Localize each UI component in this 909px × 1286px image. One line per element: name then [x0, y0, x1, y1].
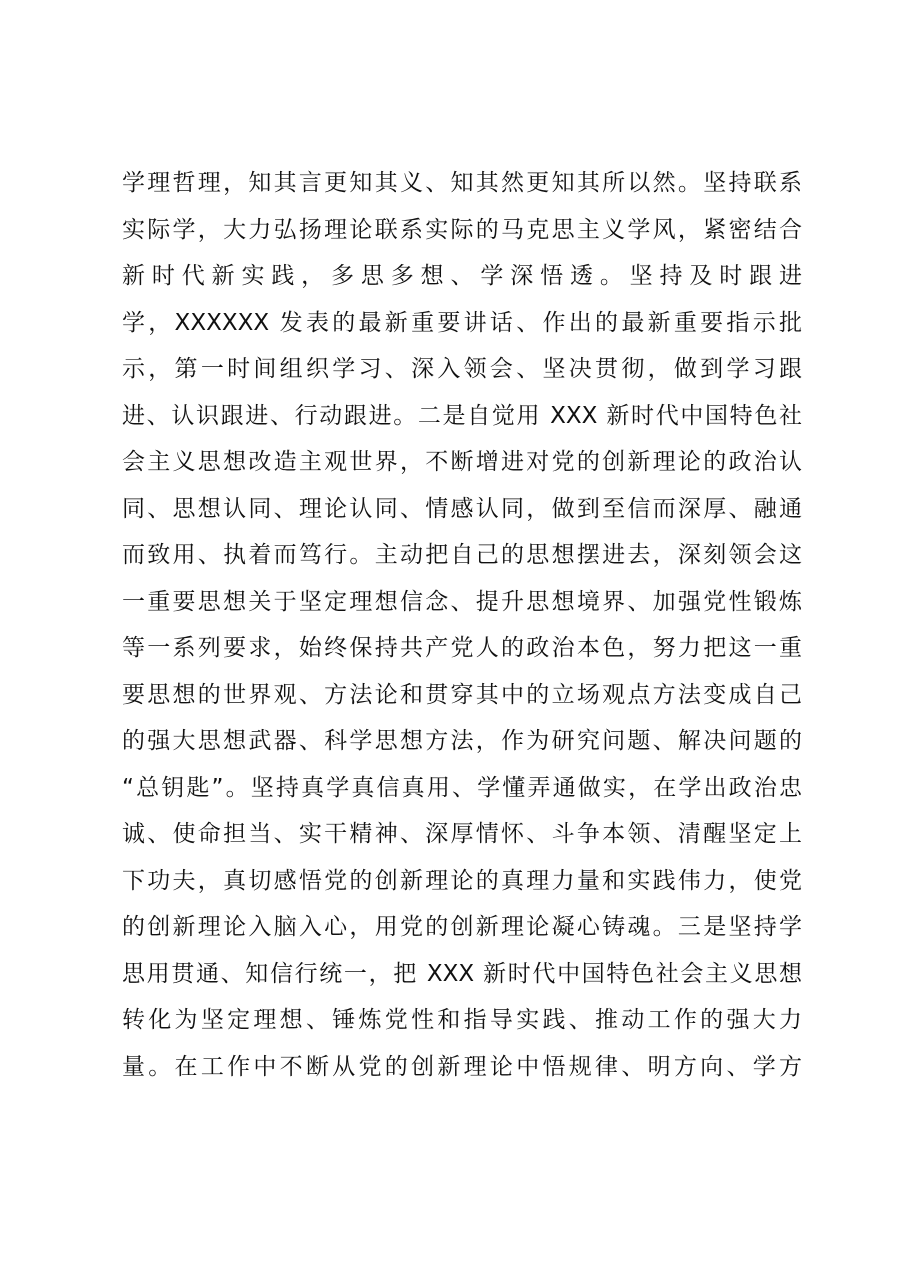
- text-line-4: 学，XXXXXX 发表的最新重要讲话、作出的最新重要指示批: [122, 309, 802, 336]
- text-line-18: 思用贯通、知信行统一，把 XXX 新时代中国特色社会主义思想: [122, 960, 802, 987]
- text-line-10: 一重要思想关于坚定理想信念、提升思想境界、加强党性锻炼: [122, 588, 802, 615]
- text-line-16: 下功夫，真切感悟党的创新理论的真理力量和实践伟力，使党: [122, 867, 802, 894]
- text-line-13: 的强大思想武器、科学思想方法，作为研究问题、解决问题的: [122, 728, 802, 754]
- text-line-12: 要思想的世界观、方法论和贯穿其中的立场观点方法变成自己: [122, 681, 802, 708]
- text-line-3: 新时代新实践，多思多想、学深悟透。坚持及时跟进: [122, 263, 802, 289]
- text-line-1: 学理哲理，知其言更知其义、知其然更知其所以然。坚持联系: [122, 170, 802, 196]
- text-line-2: 实际学，大力弘扬理论联系实际的马克思主义学风，紧密结合: [122, 216, 802, 243]
- text-line-9: 而致用、执着而笃行。主动把自己的思想摆进去，深刻领会这: [122, 542, 802, 568]
- text-line-8: 同、思想认同、理论认同、情感认同，做到至信而深厚、融通: [122, 495, 802, 522]
- text-line-19: 转化为坚定理想、锤炼党性和指导实践、推动工作的强大力: [122, 1007, 802, 1033]
- text-line-6: 进、认识跟进、行动跟进。二是自觉用 XXX 新时代中国特色社: [122, 402, 802, 429]
- text-line-7: 会主义思想改造主观世界，不断增进对党的创新理论的政治认: [122, 449, 802, 475]
- text-line-15: 诚、使命担当、实干精神、深厚情怀、斗争本领、清醒坚定上: [122, 821, 802, 847]
- text-line-14: “总钥匙”。坚持真学真信真用、学懂弄通做实，在学出政治忠: [122, 774, 802, 801]
- text-line-11: 等一系列要求，始终保持共产党人的政治本色，努力把这一重: [122, 635, 802, 661]
- text-line-5: 示，第一时间组织学习、深入领会、坚决贯彻，做到学习跟: [122, 356, 802, 382]
- text-line-17: 的创新理论入脑入心，用党的创新理论凝心铸魂。三是坚持学: [122, 914, 802, 940]
- text-line-20: 量。在工作中不断从党的创新理论中悟规律、明方向、学方: [122, 1053, 802, 1080]
- body-text: [122, 160, 802, 1090]
